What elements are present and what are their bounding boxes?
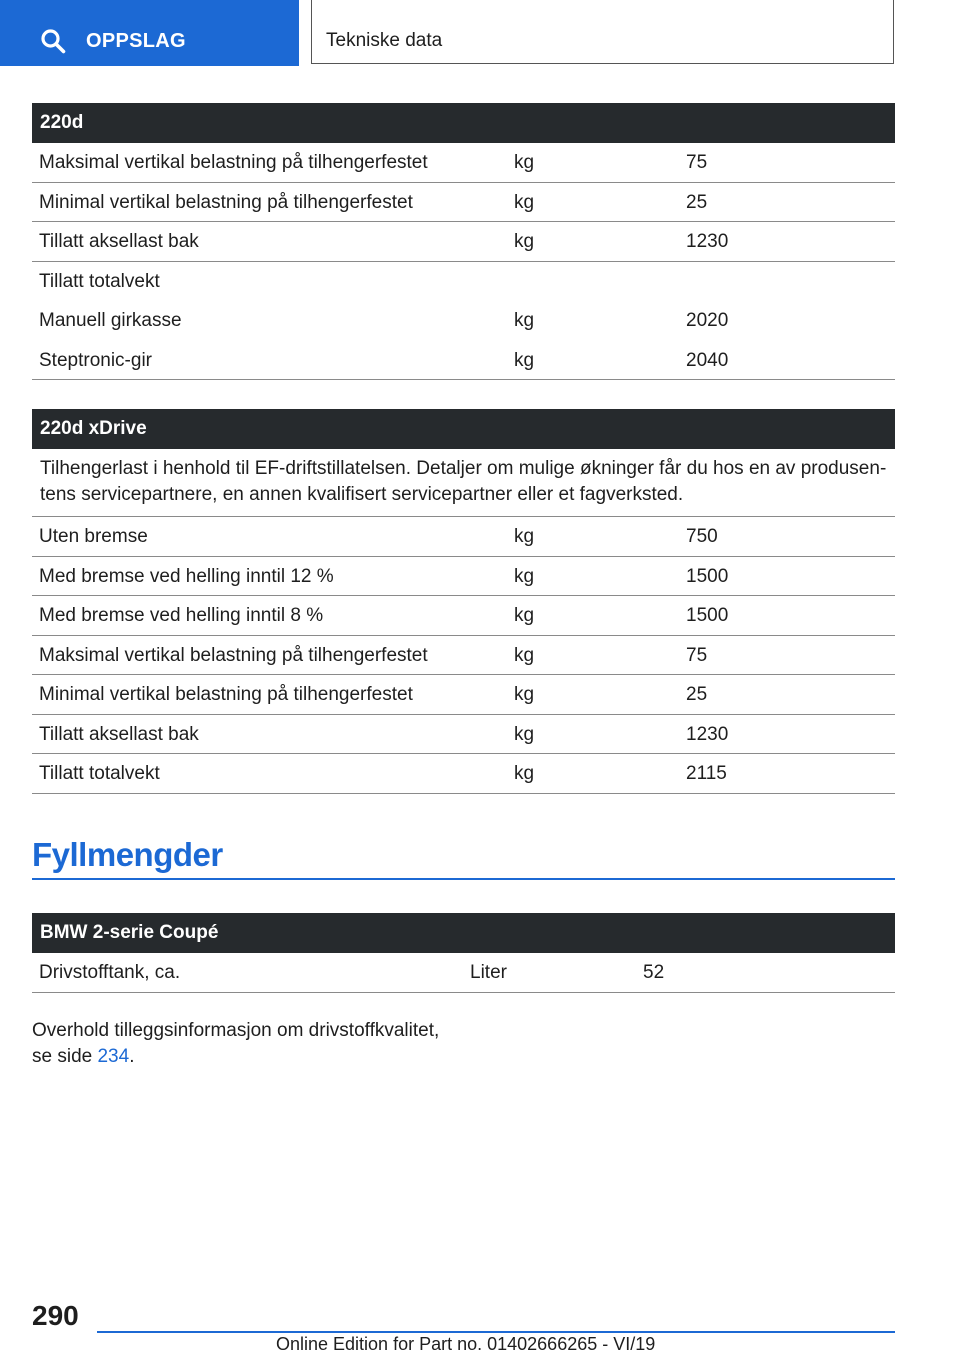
- table-header: 220d: [32, 103, 895, 143]
- row-unit: kg: [514, 191, 535, 213]
- row-value: 2020: [686, 310, 729, 331]
- paragraph-line-2-suffix: .: [129, 1046, 135, 1067]
- info-paragraph: [32, 1018, 472, 1070]
- table-220d-xdrive: [32, 409, 895, 794]
- row-label: Med bremse ved helling inntil 8 %: [39, 605, 324, 626]
- paragraph-line-2-prefix: se side: [32, 1046, 98, 1067]
- table-row: [32, 636, 895, 676]
- page-link[interactable]: 234: [97, 1046, 130, 1067]
- row-value: 52: [643, 962, 665, 983]
- table-note: Tilhengerlast i henhold til EF-driftstillatelsen. Detaljer om mulige økninger får du hos en av produsentens servicepartnere, en annen kvalifisert servicepartner eller et fagverksted.: [32, 449, 895, 517]
- row-unit: kg: [514, 349, 535, 371]
- row-label: Tillatt aksellast bak: [39, 231, 199, 252]
- table-row: [32, 143, 895, 183]
- table-row: [32, 301, 895, 341]
- table-row: [32, 596, 895, 636]
- row-value: 75: [686, 644, 708, 666]
- row-value: 2040: [686, 349, 729, 371]
- footer-edition: Online Edition for Part no. 01402666265 - VI/19: [276, 1334, 656, 1354]
- section-title: Fyllmengder: [32, 836, 895, 880]
- lookup-button[interactable]: [0, 0, 299, 66]
- table-row: [32, 262, 895, 302]
- table-row: [32, 715, 895, 755]
- row-label: Uten bremse: [39, 526, 148, 547]
- row-value: 1500: [686, 605, 729, 626]
- lookup-label: OPPSLAG: [86, 30, 186, 52]
- row-value: 25: [686, 191, 708, 213]
- row-label: Maksimal vertikal belastning på tilhengerfestet: [39, 644, 428, 666]
- row-label: Minimal vertikal belastning på tilhengerfestet: [39, 191, 413, 213]
- row-value: 1230: [686, 723, 729, 745]
- row-unit: kg: [514, 152, 535, 173]
- table-row: [32, 222, 895, 262]
- row-label: Maksimal vertikal belastning på tilhengerfestet: [39, 152, 428, 173]
- row-label: Med bremse ved helling inntil 12 %: [39, 565, 334, 587]
- row-label: Manuell girkasse: [39, 310, 182, 331]
- row-label: Drivstofftank, ca.: [39, 962, 181, 983]
- row-unit: Liter: [470, 962, 507, 983]
- table-220d: [32, 103, 895, 380]
- top-navigation: [0, 0, 960, 66]
- row-unit: kg: [514, 763, 535, 784]
- row-unit: kg: [514, 526, 535, 547]
- row-label: Minimal vertikal belastning på tilhengerfestet: [39, 684, 413, 705]
- table-header: BMW 2-serie Coupé: [32, 913, 895, 953]
- row-unit: kg: [514, 565, 535, 587]
- row-value: 25: [686, 684, 708, 705]
- row-value: 2115: [686, 763, 727, 784]
- row-unit: kg: [514, 723, 535, 745]
- table-row: [32, 517, 895, 557]
- row-unit: kg: [514, 644, 535, 666]
- table-capacity: [32, 913, 895, 993]
- row-unit: kg: [514, 310, 535, 331]
- row-value: 75: [686, 152, 708, 173]
- row-unit: kg: [514, 231, 535, 252]
- row-value: 750: [686, 526, 718, 547]
- search-icon: [40, 28, 66, 54]
- chapter-tab[interactable]: [311, 0, 894, 64]
- table-row: [32, 675, 895, 715]
- row-label: Steptronic-gir: [39, 349, 152, 371]
- table-row: [32, 557, 895, 597]
- row-label: Tillatt aksellast bak: [39, 723, 199, 745]
- row-unit: kg: [514, 605, 535, 626]
- chapter-title: Tekniske data: [326, 30, 443, 51]
- row-value: 1500: [686, 565, 729, 587]
- table-row: [32, 754, 895, 794]
- row-label: Tillatt totalvekt: [39, 270, 160, 292]
- page-number: 290: [32, 1300, 79, 1331]
- table-row: [32, 183, 895, 223]
- footer-divider: [97, 1331, 895, 1333]
- row-unit: kg: [514, 684, 535, 705]
- paragraph-line-1: Overhold tilleggsinformasjon om drivstoffkvalitet,: [32, 1020, 440, 1041]
- table-header: 220d xDrive: [32, 409, 895, 449]
- table-row: [32, 341, 895, 381]
- row-label: Tillatt totalvekt: [39, 763, 160, 784]
- table-row: [32, 953, 895, 993]
- row-value: 1230: [686, 231, 729, 252]
